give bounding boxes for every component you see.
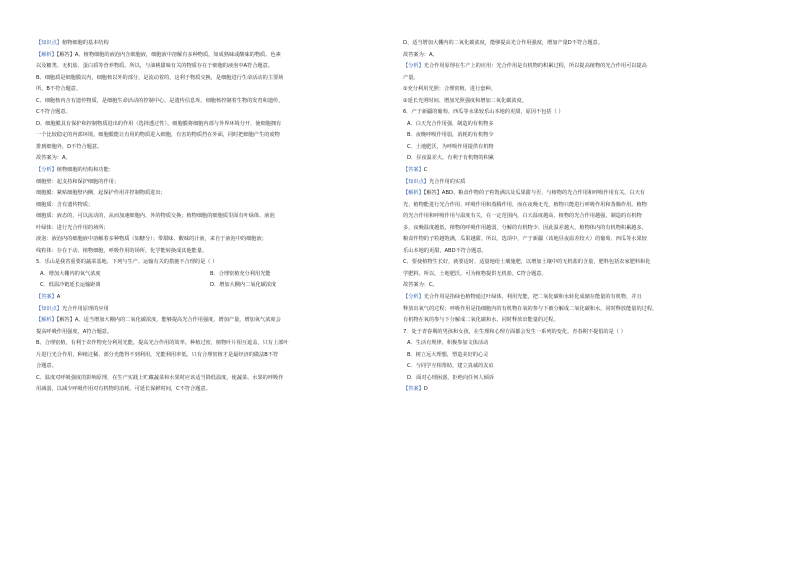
line-text: 的光合作用和呼吸作用与温度有关，在一定范围内，白天温度越高，植物的光合作用越强，制造的有机物	[403, 213, 642, 220]
text-line	[403, 315, 748, 327]
left-column	[36, 38, 381, 396]
text-line	[403, 234, 748, 246]
text-line	[36, 96, 381, 108]
line-text: D	[423, 386, 428, 393]
text-line	[36, 292, 381, 304]
text-line	[36, 338, 381, 350]
text-line	[403, 384, 748, 396]
line-text: 多，夜晚温度越低，植物的呼吸作用越弱，分解的有机物少。因此温差越大，植物体内的有机物积累越多，	[403, 224, 647, 231]
text-line	[403, 211, 748, 223]
line-text: B、合理密植，有利于农作物充分利用光能，提高光合作用的效率。种植过密，植物叶片相互遮盖，只有上部叶	[36, 340, 289, 347]
text-line	[403, 165, 748, 177]
section-tag: 【分析】	[403, 294, 424, 301]
answer-option: B．夜晚呼吸作用弱，消耗的有机物少	[407, 132, 494, 139]
section-tag: 【分析】	[36, 167, 57, 174]
line-text: 释放出氧气的过程；呼吸作用是指细胞内的有机物在氧的参与下被分解成二氧化碳和水，同时释放能量的过程。	[403, 305, 658, 312]
line-text: C不符合题意。	[36, 109, 71, 116]
line-text: 细胞膜：紧贴细胞壁内侧，起保护作用并控制物质进出；	[36, 190, 166, 197]
text-line	[36, 257, 381, 269]
line-text: 5．乐山是我省重要的蔬菜基地，下列与生产、运输有关的措施不合理的是（ ）	[36, 259, 218, 266]
answer-option: C．与同学互相帮助，建立真诚的友谊	[407, 363, 494, 370]
line-text: 故答案为：C。	[403, 282, 438, 289]
line-text: C、细胞核内含有遗传物质，是细胞生命活动的控制中心，是遗传信息库。细胞核控制着生物的发育和遗传，	[36, 97, 284, 104]
section-tag: 【解析】	[403, 190, 424, 197]
text-line	[36, 304, 381, 316]
text-line	[36, 38, 381, 50]
text-line	[36, 200, 381, 212]
line-text: 6．产于新疆的葡萄、西瓜等水果较乐山本地的更甜，原因不包括（ ）	[403, 109, 564, 116]
line-text: 有机物在氧的参与下分解成二氧化碳和水，同时释放出能量的过程。	[403, 317, 559, 324]
text-line	[403, 280, 748, 292]
text-line	[403, 177, 748, 189]
section-tag: 【解析】	[36, 51, 57, 58]
text-line	[36, 373, 381, 385]
answer-option: A．生活有规律，积极参加文体活动	[407, 340, 489, 347]
answer-option: C．低温冷链延长运输距离	[40, 282, 101, 289]
line-text: 【解答】A、植物细胞的液泡内含细胞液，细胞液中溶解有多种物质，如成熟味或酸味的物质、色素	[56, 51, 281, 58]
text-line	[403, 257, 748, 269]
section-tag: 【分析】	[403, 63, 424, 70]
text-line	[36, 61, 381, 73]
text-line	[36, 107, 381, 119]
text-line	[36, 211, 381, 223]
section-tag: 【答案】	[403, 167, 424, 174]
line-text: 光合作用的实质	[428, 178, 466, 185]
text-line	[36, 130, 381, 142]
line-text: 光合作用原理在生产上的应用：光合作用是有机物的积累过程，所以提高植物的光合作用可以提高	[423, 63, 647, 70]
text-line	[403, 84, 748, 96]
section-tag: 【答案】	[36, 294, 57, 301]
answer-option: B．树立远大理想，塑造美好的心灵	[407, 351, 489, 358]
line-text: C	[423, 167, 428, 174]
text-line	[403, 246, 748, 258]
text-line	[403, 188, 748, 200]
line-text: C、要使植物生长好，就要适时、适量地给土壤施肥，以增加土壤中的无机盐的含量，肥料包括农家肥料和化	[403, 259, 651, 266]
line-text: B、细胞质是细胞膜以内，细胞核以外的部分，是流动着的，这利于物质交换，是细胞进行生命活动的主要场	[36, 74, 284, 81]
section-tag: 【知识点】	[403, 178, 429, 185]
text-line	[36, 73, 381, 85]
text-line	[403, 50, 748, 62]
answer-option-row	[36, 269, 381, 281]
text-line	[403, 73, 748, 85]
line-text: 产量。	[403, 74, 419, 81]
line-text: 用减弱，以减少呼吸作用对有机物的消耗，可延长保鲜时间，C不符合题意。	[36, 386, 211, 393]
answer-option: B．合理密植充分利用光能	[210, 270, 271, 277]
text-line	[36, 246, 381, 258]
text-line	[36, 223, 381, 235]
answer-option: D．增加大棚内二氧化碳浓度	[210, 282, 277, 289]
line-text: 细胞质：含有遗传物质；	[36, 201, 94, 208]
text-line	[36, 361, 381, 373]
line-text: 故答案为：A。	[36, 155, 71, 162]
line-text: 【解答】ABD、粮食作物的子粒饱满以及瓜果甜与否，与植物的光合作用和呼吸作用有关。白天有	[423, 190, 645, 197]
text-line	[403, 292, 748, 304]
line-text: 液泡：液泡内的细胞液中溶解着多种物质（如糖分）；带甜味、酸味的汁液，来自于液泡中的细胞液；	[36, 236, 267, 243]
line-text: 所，B不符合题意。	[36, 86, 82, 93]
line-text: C、温度对呼吸强度的影响原理，在生产实践上贮藏蔬菜和水果时应该适当降低温度，使蔬菜、水果的呼吸作	[36, 374, 284, 381]
line-text: 叶绿体：进行光合作用的场所；	[36, 224, 109, 231]
text-line	[36, 234, 381, 246]
text-line	[36, 142, 381, 154]
line-text: ②延长光照时间、增加光照强度和增加二氧化碳浓度。	[403, 97, 527, 104]
line-text: 故答案为：A。	[403, 51, 438, 58]
line-text: 乐山本地的更甜，ABD不符合题意。	[403, 247, 487, 254]
line-text: 植物细胞的结构和功能：	[56, 167, 114, 174]
line-text: 合题意。	[36, 363, 57, 370]
text-line	[403, 304, 748, 316]
text-line	[36, 384, 381, 396]
line-text: 以及糖类、无机盐、蛋白质等营养物质。所以，与油桃甜味有关的物质存在于细胞的液泡中A符合题意。	[36, 63, 273, 70]
text-line	[36, 84, 381, 96]
text-line	[36, 153, 381, 165]
section-tag: 【解析】	[36, 317, 57, 324]
text-line	[36, 350, 381, 362]
line-text: 片进行光合作用，种植过稀，部分光能得不到利用，光能利用率低。只有合理密植才是最经济的做法B不符	[36, 351, 279, 358]
line-text: 提高呼吸作用强度，A符合题意。	[36, 328, 113, 335]
line-text: 细胞壁：起支持和保护细胞的作用；	[36, 178, 120, 185]
text-line	[403, 269, 748, 281]
text-line	[36, 315, 381, 327]
section-tag: 【知识点】	[36, 305, 62, 312]
right-column	[403, 38, 748, 396]
text-line	[36, 50, 381, 62]
text-line	[36, 327, 381, 339]
line-text: ①充分利用光照：合理密植，进行套种。	[403, 86, 496, 93]
answer-option: C．土地肥沃，为呼吸作用提供有机物	[407, 143, 494, 150]
line-text: 光合作用是指绿色植物通过叶绿体，利用光能，把二氧化碳和水转化成储存能量的有机物，并且	[423, 294, 642, 301]
line-text: 线粒体：存在于动、植物细胞，呼吸作用的场所，化学能转换成其他能量。	[36, 247, 208, 254]
line-text: 学肥料。所以，土地肥沃，可为植物提供无机盐，C符合题意。	[403, 270, 547, 277]
line-text: 一个比较稳定的内部环境。细胞膜能让有用的物质进入细胞，有害的物质挡在外面，同时把细胞产生的废物	[36, 132, 280, 139]
answer-option: D．昼夜温差大，有利于有机物的积累	[407, 155, 494, 162]
text-line	[403, 200, 748, 212]
line-text: D、适当增加大棚内的二氧化碳浓度，能够提高光合作用强度，增加产量D不符合题意。	[403, 40, 603, 46]
text-line	[403, 61, 748, 73]
line-text: A	[56, 294, 61, 301]
text-line	[403, 223, 748, 235]
line-text: D、细胞膜具有保护和控制物质进出的作用（选择透过性）。细胞膜将细胞内部与外界环境分开，使细胞拥有	[36, 120, 282, 127]
line-text: 排到细胞外，D不符合题意。	[36, 143, 103, 150]
answer-option: D．面对心理困惑，拒绝向任何人倾诉	[407, 374, 494, 381]
line-text: 光，植物能进行光合作用、呼吸作用和蒸腾作用，而在夜晚无光，植物只能进行呼吸作用和蒸腾作用。植物	[403, 201, 647, 208]
answer-option-row	[36, 280, 381, 292]
line-text: 粮食作物的子粒越饱满，瓜果越甜。所以，选项中，产于新疆（该地昼夜温差较大）的葡萄、西瓜等水果较	[403, 236, 647, 243]
answer-option: A．增加大棚内的氧气浓度	[40, 270, 101, 277]
text-line	[36, 119, 381, 131]
line-text: 植物细胞的基本结构	[61, 40, 109, 46]
section-tag: 【答案】	[403, 386, 424, 393]
line-text: 细胞质：液态的，可以流动的，从而加速细胞内、外的物质交换；植物细胞的细胞质里面有叶绿体、液泡	[36, 213, 275, 220]
text-line	[403, 38, 748, 50]
line-text: 光合作用原理的应用	[61, 305, 109, 312]
text-line	[403, 107, 748, 119]
line-text: 【解答】A、适当增加大棚内的二氧化碳浓度，能够提高光合作用强度，增加产量，增加氧气浓度会	[56, 317, 281, 324]
section-tag: 【知识点】	[36, 40, 62, 46]
text-line	[403, 327, 748, 339]
line-text: 7．处于青春期的男孩和女孩，在生理和心理方面都会发生一系列的变化。青春期不提倡的是（ ）	[403, 328, 626, 335]
text-line	[36, 177, 381, 189]
answer-option: A．白天光合作用强，制造的有机物多	[407, 120, 494, 127]
text-line	[403, 96, 748, 108]
text-line	[36, 165, 381, 177]
text-line	[36, 188, 381, 200]
